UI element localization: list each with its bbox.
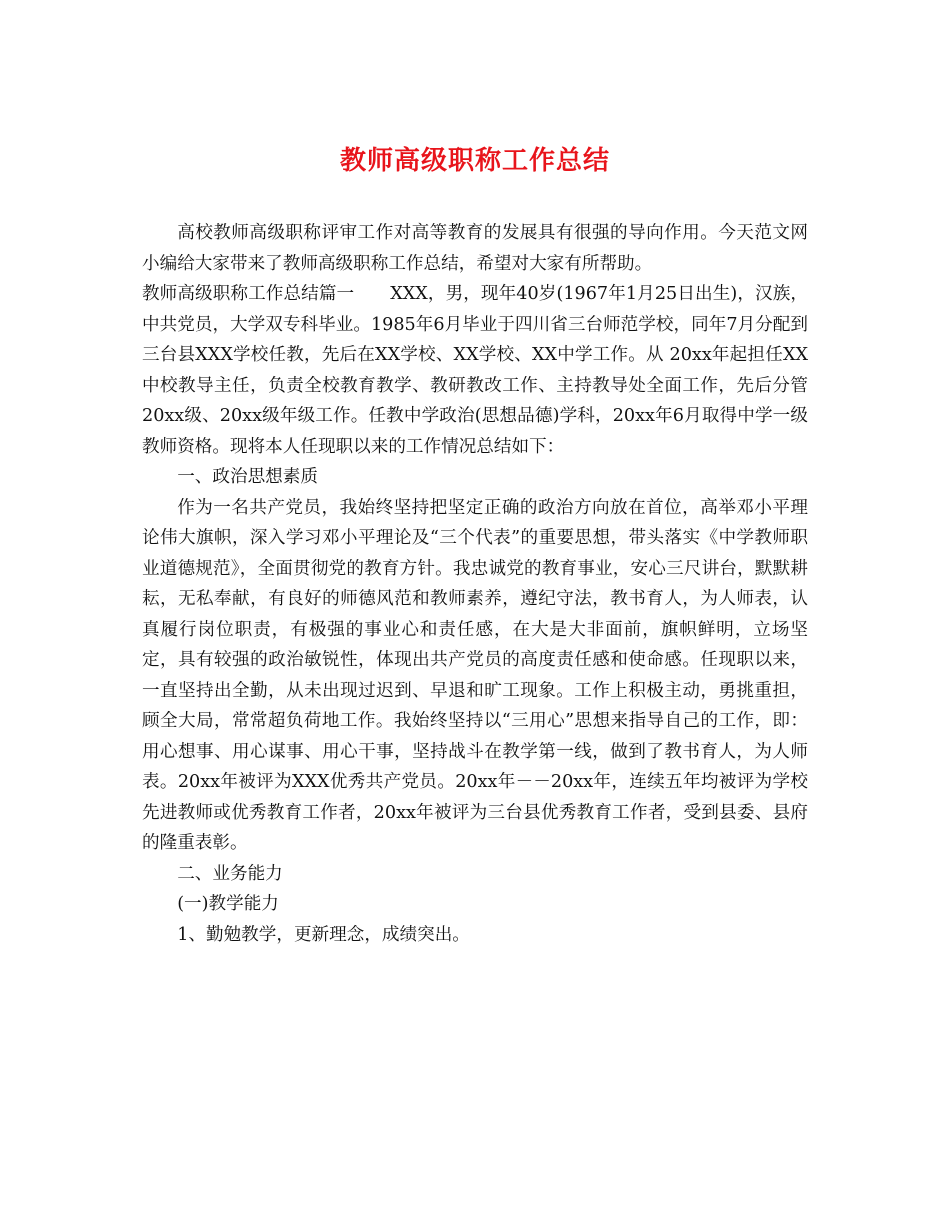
section2-heading: 二、业务能力 — [177, 863, 283, 884]
subsection1-heading: (一)教学能力 — [177, 894, 279, 914]
document-title: 教师高级职称工作总结 — [339, 146, 610, 176]
section1-paragraph: 作为一名共产党员，我始终坚持把坚定正确的政治方向放在首位，高举邓小平理论伟大旗帜，深入学习邓小平理论及“三个代表”的重要思想，带头落实《中学教师职业道德规范》，全面贯彻党的教育方针。我忠诚党的教育事业，安心三尺讲台，默默耕耘，无私奉献，有良好的师德风范和教师素养，遵纪守法，教书育人，为人师表，认真履行岗位职责，有极强的事业心和责任感，在大是大非面前，旗帜鲜明，立场坚定，具有较强的政治敏锐性，体现出共产党员的高度责任感和使命感。任现职以来，一直坚持出全勤，从未出现过迟到、早退和旷工现象。工作上积极主动，勇挑重担，顾全大局，常常超负荷地工作。我始终坚持以“三用心”思想来指导自己的工作，即：用心想事、用心谋事、用心干事，坚持战斗在教学第一线，做到了教书育人，为人师表。20xx年被评为XXX优秀共产党员。20xx年－－20xx年，连续五年均被评为学校先进教师或优秀教育工作者，20xx年被评为三台县优秀教育工作者，受到县委、县府的隆重表彰。 — [142, 497, 808, 853]
document-body — [142, 218, 808, 950]
part1-body: XXX，男，现年40岁(1967年1月25日出生)，汉族，中共党员，大学双专科毕业。1985年6月毕业于四川省三台师范学校，同年7月分配到三台县XXX学校任教，先后在XX学校、XX学校、XX中学工作。从 20xx年起担任XX中校教导主任，负责全校教育教学、教研教改工作、主持教导处全面工作，先后分管20xx级、20xx级年级工作。任教中学政治(思想品德)学科，20xx年6月取得中学一级教师资格。现将本人任现职以来的工作情况总结如下： — [142, 284, 808, 457]
intro-paragraph: 高校教师高级职称评审工作对高等教育的发展具有很强的导向作用。今天范文网小编给大家带来了教师高级职称工作总结，希望对大家有所帮助。 — [142, 223, 808, 274]
part1-paragraph — [142, 279, 808, 462]
item1-paragraph: 1、勤勉教学，更新理念，成绩突出。 — [177, 924, 470, 945]
section1-heading: 一、政治思想素质 — [177, 467, 318, 487]
part1-heading: 教师高级职称工作总结篇一 — [142, 284, 355, 304]
